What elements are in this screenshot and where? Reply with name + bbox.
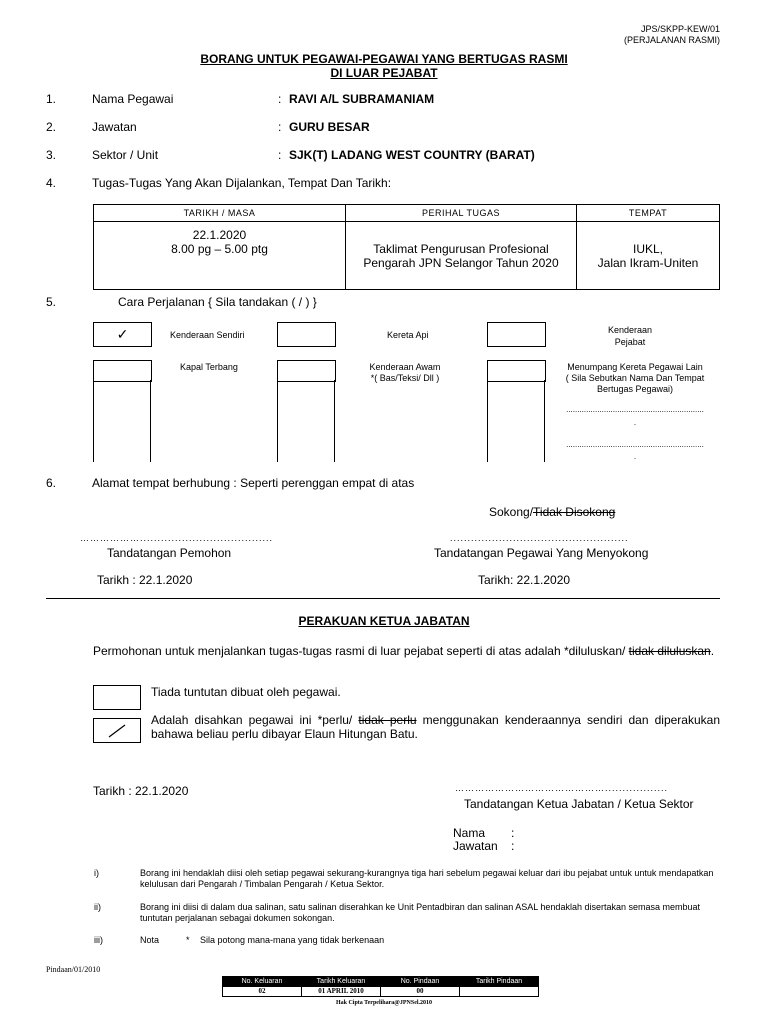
field-number: 3. [46, 148, 57, 162]
certification-text-a: Permohonan untuk menjalankan tugas-tugas rasmi di luar pejabat seperti di atas adalah *diluluskan/ [93, 644, 629, 658]
ref-code: JPS/SKPP-KEW/01 [640, 24, 720, 34]
field-number: 1. [46, 92, 57, 106]
tasks-cell-date [94, 222, 346, 290]
mileage-text-c: menggunakan kenderaannya sendiri dan diperakukan bahawa beliau perlu dibayar Elaun Hitungan Batu. [151, 713, 721, 741]
copyright: Hak Cipta Terpelihara@JPNSel.2010 [335, 1000, 433, 1006]
ref-note: (PERJALANAN RASMI) [623, 35, 720, 45]
certification-text [93, 644, 720, 658]
supporter-signature-line: ................................................... [450, 533, 629, 543]
note-star: * [186, 935, 190, 945]
task-time: 8.00 pg – 5.00 ptg [171, 242, 268, 256]
amendment-code: Pindaan/01/2010 [46, 965, 101, 974]
rev-value: 00 [381, 987, 460, 997]
note-label: Nota [140, 935, 160, 945]
ride-along-dot: . [633, 452, 637, 461]
field-value-name: RAVI A/L SUBRAMANIAM [289, 92, 435, 106]
mileage-checkbox[interactable] [93, 718, 141, 743]
field-label-post: Jawatan [92, 120, 137, 134]
support-status [489, 505, 615, 519]
tasks-header-date: TARIKH / MASA [94, 205, 346, 222]
applicant-signature-line: ………………...................................... [80, 533, 274, 543]
tasks-header-place: TEMPAT [577, 205, 720, 222]
slash-mark-icon [94, 719, 140, 742]
no-claim-checkbox[interactable] [93, 685, 141, 710]
table-row [94, 222, 720, 290]
note-number: iii) [94, 935, 103, 945]
office-vehicle-label-line2: Pejabat [614, 337, 646, 347]
task-desc-line2: Pengarah JPN Selangor Tahun 2020 [363, 255, 559, 270]
tasks-table [93, 204, 720, 290]
mileage-text-strike: tidak perlu [358, 713, 417, 727]
ride-along-dot: . [633, 418, 637, 427]
section-divider [46, 598, 720, 599]
head-name-colon: : [511, 826, 515, 840]
task-desc-line1: Taklimat Pengurusan Profesional [373, 241, 549, 256]
field-label-sector: Sektor / Unit [92, 148, 159, 162]
certification-text-strike: tidak diluluskan [628, 644, 711, 658]
column-line [544, 380, 545, 462]
field-number: 2. [46, 120, 57, 134]
column-line [487, 380, 488, 462]
rev-header: No. Pindaan [381, 977, 460, 987]
supporter-signature-label: Tandatangan Pegawai Yang Menyokong [434, 546, 649, 560]
public-transport-label [355, 362, 455, 384]
office-vehicle-label [590, 324, 670, 348]
form-title-line2: DI LUAR PEJABAT [330, 66, 438, 80]
rev-value: 02 [223, 987, 302, 997]
travel-label: Cara Perjalanan { Sila tandakan ( / ) } [118, 295, 317, 309]
supported-text: Sokong/ [489, 505, 534, 519]
section-number: 4. [46, 176, 57, 190]
note-number: i) [94, 868, 99, 878]
supporter-date: Tarikh: 22.1.2020 [478, 573, 571, 587]
head-signature-line: ……………………………………….................. [455, 783, 669, 793]
no-claim-label: Tiada tuntutan dibuat oleh pegawai. [151, 685, 341, 699]
ride-along-label-line3: Bertugas Pegawai) [596, 384, 674, 394]
ride-along-label-line2: ( Sila Sebutkan Nama Dan Tempat [565, 373, 705, 383]
task-place-line2: Jalan Ikram-Uniten [597, 255, 699, 270]
office-vehicle-checkbox[interactable] [487, 322, 546, 347]
applicant-signature-label: Tandatangan Pemohon [107, 546, 232, 560]
field-colon: : [278, 148, 282, 162]
certification-title: PERAKUAN KETUA JABATAN [298, 614, 470, 628]
rev-value: 01 APRIL 2010 [302, 987, 381, 997]
ride-along-label [550, 362, 720, 395]
applicant-date: Tarikh : 22.1.2020 [97, 573, 193, 587]
tasks-cell-place [577, 222, 720, 290]
head-signature-label: Tandatangan Ketua Jabatan / Ketua Sektor [464, 797, 694, 811]
rev-value [460, 987, 539, 997]
office-vehicle-label-line1: Kenderaan [607, 325, 653, 335]
note-text: Sila potong mana-mana yang tidak berkenaan [200, 935, 385, 945]
head-post-label: Jawatan [453, 839, 498, 853]
head-post-colon: : [511, 839, 515, 853]
address-text: Alamat tempat berhubung : Seperti perenggan empat di atas [92, 476, 415, 490]
train-checkbox[interactable] [277, 322, 336, 347]
mileage-text [151, 713, 720, 741]
not-supported-text: Tidak Disokong [533, 505, 616, 519]
column-line [93, 380, 94, 462]
public-transport-label-line1: Kenderaan Awam [369, 362, 441, 372]
task-date: 22.1.2020 [192, 228, 247, 242]
revision-table [222, 976, 539, 997]
note-text: Borang ini diisi di dalam dua salinan, satu salinan diserahkan ke Unit Pentadbiran dan salinan ASAL hendaklah disertakan semasa membuat tuntutan perjalanan sebagai dokumen sokongan. [140, 902, 701, 923]
public-transport-checkbox[interactable] [277, 360, 336, 382]
plane-label: Kapal Terbang [180, 362, 238, 372]
check-mark-icon: ✓ [116, 326, 129, 342]
field-colon: : [278, 120, 282, 134]
rev-header: Tarikh Pindaan [460, 977, 539, 987]
field-value-sector: SJK(T) LADANG WEST COUNTRY (BARAT) [289, 148, 535, 162]
plane-checkbox[interactable] [93, 360, 152, 382]
column-line [334, 380, 335, 462]
public-transport-label-line2: *( Bas/Teksi/ Dll ) [370, 373, 440, 383]
tasks-label: Tugas-Tugas Yang Akan Dijalankan, Tempat Dan Tarikh: [92, 176, 392, 190]
ride-along-name-line: .............................................................. [566, 405, 704, 414]
own-vehicle-label: Kenderaan Sendiri [170, 330, 245, 340]
mileage-text-a: Adalah disahkan pegawai ini *perlu/ [151, 713, 359, 727]
ride-along-label-line1: Menumpang Kereta Pegawai Lain [567, 362, 703, 372]
tasks-cell-task [346, 222, 577, 290]
head-name-label: Nama [453, 826, 486, 840]
column-line [150, 380, 151, 462]
section-number: 6. [46, 476, 57, 490]
rev-header: Tarikh Keluaran [302, 977, 381, 987]
rev-header: No. Keluaran [223, 977, 302, 987]
task-place-line1: IUKL, [632, 241, 663, 256]
form-title-line1: BORANG UNTUK PEGAWAI-PEGAWAI YANG BERTUGAS RASMI [200, 52, 568, 66]
table-row [223, 987, 539, 997]
section-number: 5. [46, 295, 57, 309]
field-colon: : [278, 92, 282, 106]
train-label: Kereta Api [387, 330, 429, 340]
certification-text-end: . [710, 644, 715, 658]
note-text: Borang ini hendaklah diisi oleh setiap pegawai sekurang-kurangnya tiga hari sebelum pegawai keluar dari ibu pejabat untuk untuk mendapatkan kelulusan dari Pengarah / Timbalan Pengarah / Ketua Sektor. [140, 868, 714, 889]
field-value-post: GURU BESAR [289, 120, 370, 134]
own-vehicle-checkbox[interactable] [93, 322, 152, 347]
ride-along-checkbox[interactable] [487, 360, 546, 382]
certification-date: Tarikh : 22.1.2020 [93, 784, 189, 798]
field-label-name: Nama Pegawai [92, 92, 174, 106]
column-line [277, 380, 278, 462]
ride-along-place-line: .............................................................. [566, 440, 704, 449]
tasks-header-task: PERIHAL TUGAS [346, 205, 577, 222]
note-number: ii) [94, 902, 101, 912]
